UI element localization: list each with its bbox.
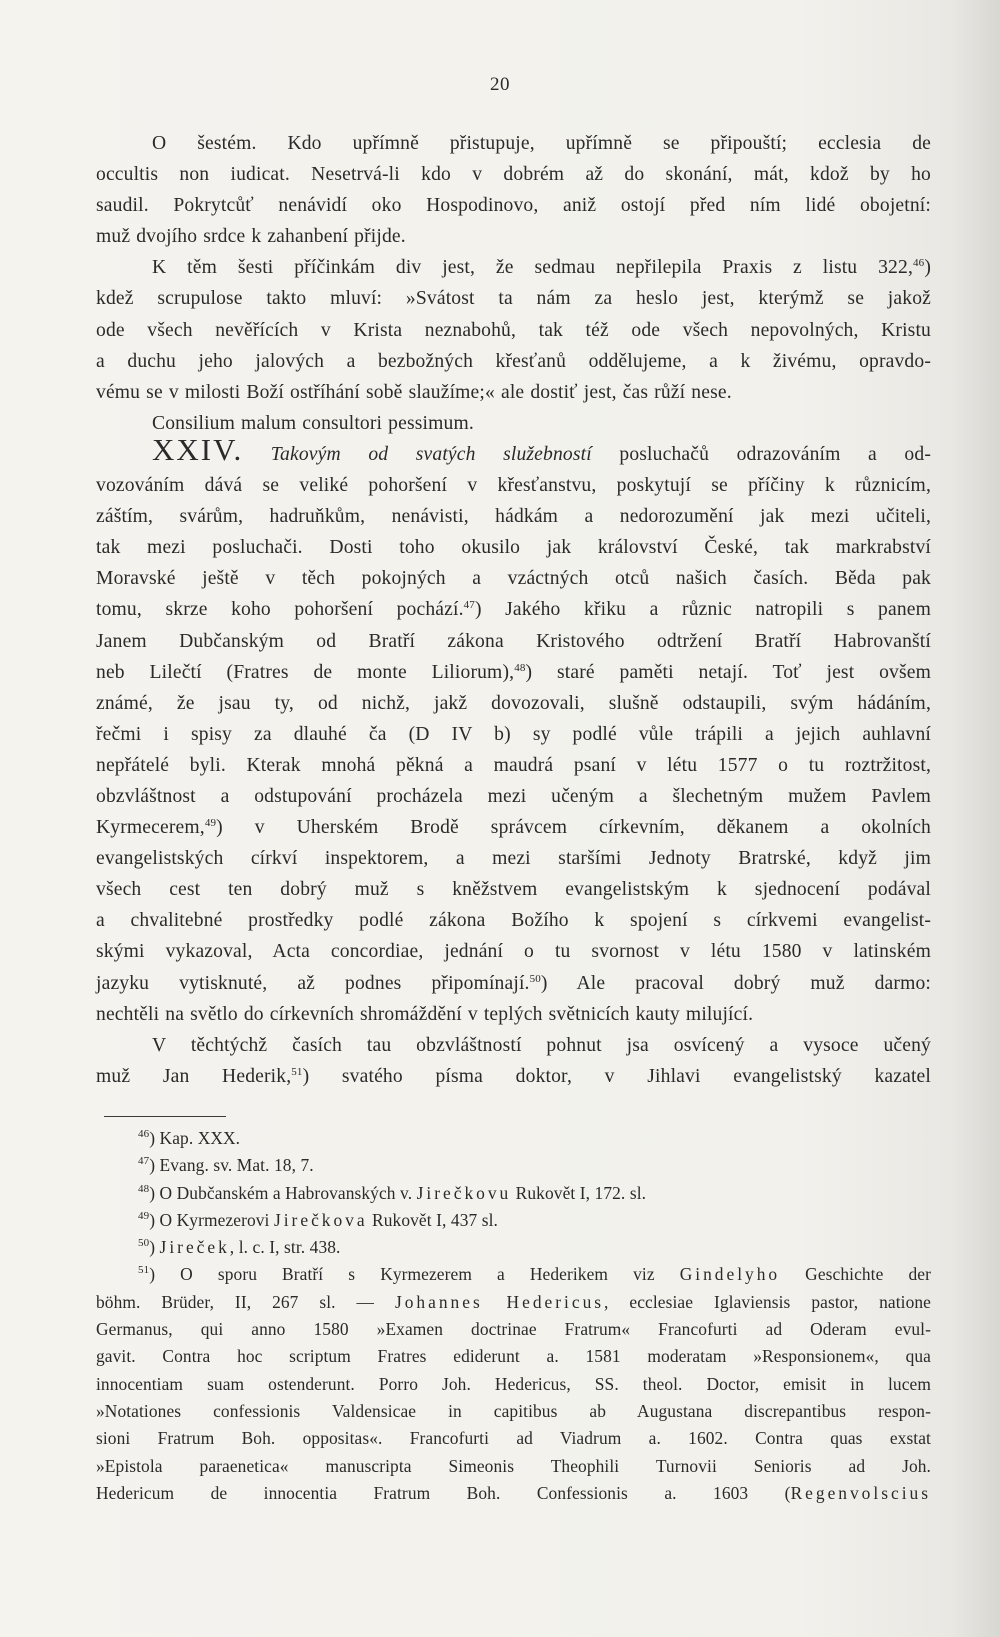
footnote-continuation-line	[96, 1343, 931, 1370]
text-line	[96, 968, 931, 999]
text-line	[96, 221, 931, 252]
footnote-text: )	[149, 1237, 160, 1258]
line-text: evangelistských církví inspektorem, a mezi staršími Jednoty Bratrské, když jim	[96, 848, 931, 870]
text-line	[96, 936, 931, 967]
italic-phrase: Takovým od svatých služebností	[270, 443, 592, 465]
line-text: a chvalitebné prostředky podlé zákona Božího k spojení s církvemi evangelist-	[96, 910, 931, 932]
footnote-number: 51	[138, 1264, 150, 1277]
footnote	[96, 1207, 931, 1234]
line-text: skými vykazoval, Acta concordiae, jednání o tu svornost v létu 1580 v latinském	[96, 941, 931, 963]
footnote-continuation-line	[96, 1480, 931, 1507]
text-line	[96, 905, 931, 936]
spaced-name: Jireček	[159, 1237, 230, 1258]
line-text: kdež scrupulose takto mluví: »Svátost ta nám za heslo jest, kterýmž se jakož	[96, 288, 931, 310]
line-text: jazyku vytisknuté, až podnes připomínají.	[96, 972, 530, 994]
text-line	[96, 470, 931, 501]
footnote-text: Hedericum de innocentia Fratrum Boh. Confessionis a. 1603 (	[96, 1482, 791, 1503]
footnote-text: ) Evang. sv. Mat. 18, 7.	[149, 1155, 314, 1176]
line-text: ode všech nevěřících v Krista neznabohů, tak též ode všech nepovolných, Kristu	[96, 319, 931, 341]
text-line	[96, 812, 931, 843]
footnote-text: ) O Kyrmezerovi	[149, 1209, 274, 1230]
main-text	[96, 128, 931, 1092]
footnote-text: gavit. Contra hoc scriptum Fratres ediderunt a. 1581 moderatam »Responsionem«, qua	[96, 1346, 931, 1367]
text-line	[96, 190, 931, 221]
footnote-text: böhm. Brüder, II, 267 sl. —	[96, 1291, 395, 1312]
line-text: známé, že jsau ty, od nichž, jakž dovozovali, slušně odstaupili, svým hádáním,	[96, 692, 931, 714]
line-text: muž Jan Hederik,	[96, 1065, 292, 1087]
footnote-continuation-line	[96, 1425, 931, 1452]
footnote	[96, 1261, 931, 1288]
footnote-ref: 50	[529, 972, 541, 985]
footnote-text: sioni Fratrum Boh. oppositas«. Francofurti ad Viadrum a. 1602. Contra quas exstat	[96, 1428, 931, 1449]
text-line	[96, 159, 931, 190]
text-line	[96, 346, 931, 377]
line-text: řečmi i spisy za dlauhé ča (D IV b) sy podlé vůle trápili a jejich auhlavní	[96, 723, 931, 745]
text-line	[96, 719, 931, 750]
line-text: neb Lilečtí (Fratres de monte Liliorum),	[96, 661, 515, 683]
text-line	[96, 252, 931, 283]
line-text: a duchu jeho jalových a bezbožných křesťanů oddělujeme, a k živému, opravdo-	[96, 350, 931, 372]
footnote-separator	[104, 1116, 226, 1117]
line-text: obzvláštnost a odstupování procházela mezi učeným a šlechetným mužem Pavlem	[96, 785, 931, 807]
footnote-text: Germanus, qui anno 1580 »Examen doctrinae Fratrum« Francofurti ad Oderam evul-	[96, 1319, 931, 1340]
footnote-number: 50	[138, 1237, 150, 1250]
footnote-text: ) Kap. XXX.	[149, 1128, 241, 1148]
footnote-ref: 48	[514, 661, 526, 674]
footnote-continuation-line	[96, 1398, 931, 1425]
footnote-ref: 49	[204, 817, 217, 830]
line-text: záštím, svárům, hadruňkům, nenávisti, hádkám a nedorozumění jak mezi učiteli,	[96, 506, 931, 528]
footnote-continuation-line	[96, 1316, 931, 1343]
line-text: ) staré paměti netají. Toť jest ovšem	[525, 661, 931, 683]
footnote-text: »Epistola paraenetica« manuscripta Simeonis Theophili Turnovii Senioris ad Joh.	[96, 1455, 931, 1476]
text-line	[96, 874, 931, 905]
footnote-text: Geschichte der	[780, 1264, 931, 1285]
line-text: occultis non iudicat. Nesetrvá-li kdo v dobrém až do skonání, mát, kdož by ho	[96, 164, 931, 186]
text-line	[96, 128, 931, 159]
gap	[243, 444, 271, 465]
text-line	[96, 1061, 931, 1092]
line-text: posluchačů odrazováním a od-	[591, 443, 931, 465]
footnote-number: 49	[138, 1209, 150, 1222]
footnote-text: ) O Dubčanském a Habrovanských v.	[149, 1182, 417, 1203]
footnote	[96, 1152, 931, 1179]
footnote	[96, 1125, 931, 1152]
spaced-name: Regenvolscius	[790, 1482, 931, 1503]
text-line	[96, 999, 931, 1030]
footnote-ref: 47	[463, 599, 475, 612]
text-line	[96, 501, 931, 532]
line-text: saudil. Pokrytcůť nenávidí oko Hospodinovo, aniž ostojí před ním lidé obojetní:	[96, 195, 931, 217]
line-text: nepřátelé byli. Kterak mnohá pěkná a maudrá psaní v létu 1577 o tu roztržitost,	[96, 754, 931, 776]
footnote-text: »Notationes confessionis Valdensicae in capitibus ab Augustana discrepantibus respon-	[96, 1400, 931, 1421]
line-text: ) svatého písma doktor, v Jihlavi evangelistský kazatel	[302, 1065, 931, 1087]
text-line	[96, 431, 931, 470]
footnote	[96, 1234, 931, 1261]
line-text: ) v Uherském Brodě správcem církevním, děkanem a okolních	[216, 817, 931, 839]
section-numeral: XXIV.	[152, 431, 244, 467]
footnote	[96, 1180, 931, 1207]
footnote-text: Rukovět I, 437 sl.	[367, 1209, 498, 1230]
text-line	[96, 563, 931, 594]
text-line	[96, 377, 931, 408]
footnote-continuation-line	[96, 1453, 931, 1480]
line-text: Moravské ještě v těch pokojných a vzáctných otců našich časích. Běda pak	[96, 568, 931, 590]
text-line	[96, 781, 931, 812]
text-line	[96, 283, 931, 314]
text-line	[96, 843, 931, 874]
line-text: ) Jakého křiku a různic natropili s panem	[474, 599, 932, 621]
line-text: Consilium malum consultori pessimum.	[152, 412, 474, 434]
text-line	[96, 657, 931, 688]
page-number: 20	[490, 74, 510, 95]
footnote-text: , l. c. I, str. 438.	[229, 1237, 341, 1258]
footnote-number: 47	[138, 1155, 150, 1168]
spaced-name: Gindelyho	[679, 1264, 781, 1285]
spaced-name: Jirečkovu	[416, 1182, 512, 1203]
line-text: K těm šesti příčinkám div jest, že sedmau nepřilepila Praxis z listu 322,	[152, 257, 913, 279]
footnote-ref: 46	[913, 257, 925, 270]
line-text: O šestém. Kdo upřímně přistupuje, upřímně se připouští; ecclesia de	[152, 133, 931, 154]
spaced-name: Johannes Hedericus	[394, 1291, 605, 1312]
text-line	[96, 1030, 931, 1061]
text-line	[96, 315, 931, 346]
footnote-number: 48	[138, 1182, 150, 1195]
line-text: V těchtýchž časích tau obzvláštností pohnut jsa osvícený a vysoce učený	[152, 1034, 931, 1056]
footnotes	[96, 1125, 931, 1507]
footnote-continuation-line	[96, 1371, 931, 1398]
footnote-text: Rukovět I, 172. sl.	[511, 1182, 647, 1203]
text-line	[96, 626, 931, 657]
line-text: tak mezi posluchači. Dosti toho okusilo jak království České, tak markrabství	[96, 537, 931, 559]
footnote-ref: 51	[291, 1065, 303, 1078]
footnote-continuation-line	[96, 1289, 931, 1316]
line-text: vozováním dává se veliké pohoršení v křesťanstvu, poskytují se příčiny k různicím,	[96, 475, 931, 497]
line-text: )	[924, 257, 931, 279]
spaced-name: Jirečkova	[273, 1209, 368, 1230]
text-line	[96, 750, 931, 781]
footnote-text: ) O sporu Bratří s Kyrmezerem a Hederikem viz	[149, 1264, 680, 1285]
footnote-number: 46	[138, 1128, 150, 1140]
line-text: nechtěli na světlo do církevních shromáždění v teplých světnicích kauty milující.	[96, 1003, 754, 1025]
line-text: ) Ale pracoval dobrý muž darmo:	[540, 972, 931, 994]
footnote-text: innocentiam suam ostenderunt. Porro Joh. Hedericus, SS. theol. Doctor, emisit in lucem	[96, 1373, 931, 1394]
line-text: Janem Dubčanským od Bratří zákona Kristového odtržení Bratří Habrovanští	[96, 630, 931, 652]
line-text: muž dvojího srdce k zahanbení přijde.	[96, 226, 406, 248]
text-line	[96, 532, 931, 563]
line-text: Kyrmecerem,	[96, 817, 205, 839]
line-text: všech cest ten dobrý muž s kněžstvem evangelistským k sjednocení podával	[96, 879, 931, 901]
text-line	[96, 688, 931, 719]
footnote-text: , ecclesiae Iglaviensis pastor, natione	[604, 1291, 931, 1312]
line-text: vému se v milosti Boží ostříhání sobě slaužíme;« ale dostiť jest, čas růží nese.	[96, 381, 732, 403]
line-text: tomu, skrze koho pohoršení pochází.	[96, 599, 464, 621]
text-line	[96, 594, 931, 625]
